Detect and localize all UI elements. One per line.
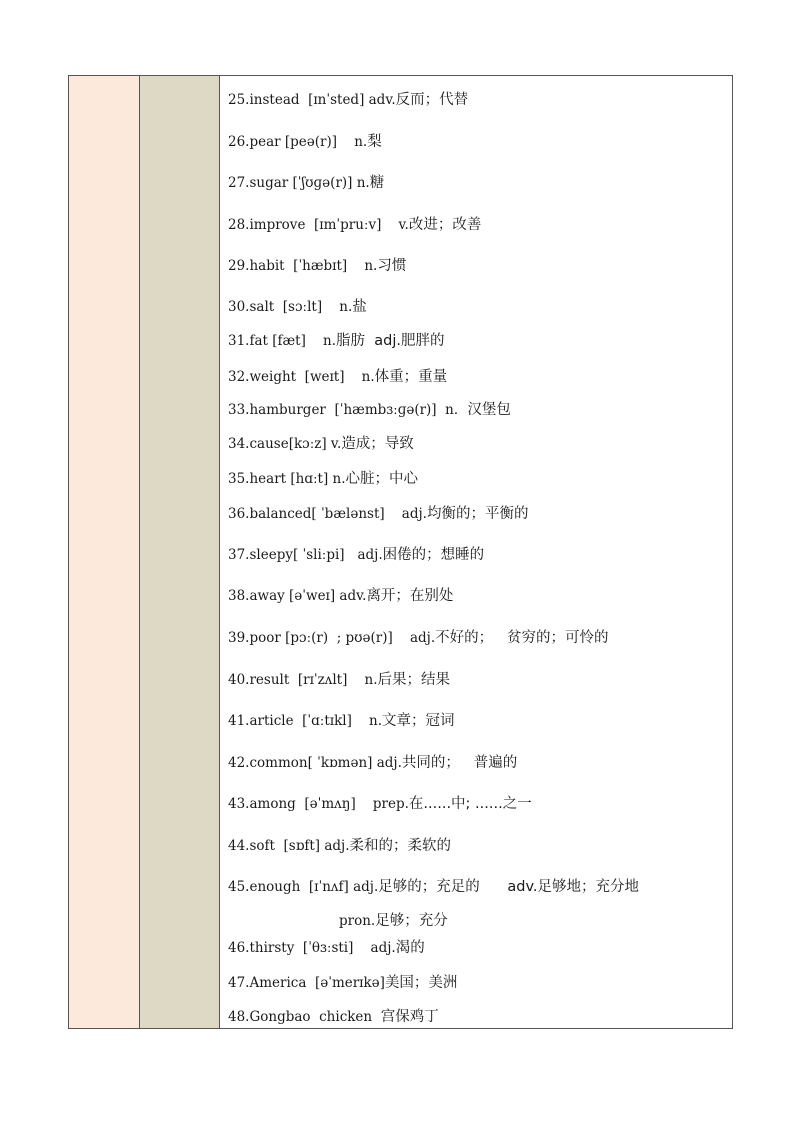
vocab-entry: 38.away [əˈweɪ] adv.离开；在别处 [228, 588, 454, 604]
vocab-entry: 32.weight [weɪt] n.体重；重量 [228, 369, 448, 385]
vocab-entry: 48.Gongbao chicken 宫保鸡丁 [228, 1009, 439, 1025]
vocab-entry: 44.soft [sɒft] adj.柔和的；柔软的 [228, 838, 452, 854]
vocab-entry: 27.sugar [ˈʃʊɡə(r)] n.糖 [228, 175, 385, 191]
vocab-entry: 41.article [ˈɑːtɪkl] n.文章；冠词 [228, 713, 455, 729]
vocab-entry-continuation: pron.足够；充分 [339, 913, 448, 929]
vocab-entry: 46.thirsty [ˈθɜːsti] adj.渴的 [228, 940, 425, 956]
vocab-entry: 26.pear [peə(r)] n.梨 [228, 134, 382, 150]
vocab-entry: 39.poor [pɔː(r) ; pʊə(r)] adj.不好的； 贫穷的；可怜的 [228, 630, 609, 646]
vocab-entry: 45.enough [ɪˈnʌf] adj.足够的；充足的 adv.足够地；充分地 [228, 879, 640, 895]
vocab-entry: 37.sleepy[ ˈsliːpi] adj.困倦的；想睡的 [228, 547, 485, 563]
table-column-content [220, 76, 732, 1028]
vocab-entry: 30.salt [sɔːlt] n.盐 [228, 299, 367, 315]
vocabulary-table [68, 75, 733, 1029]
vocab-entry: 28.improve [ɪmˈpruːv] v.改进；改善 [228, 217, 482, 233]
vocab-entry: 34.cause[kɔːz] v.造成；导致 [228, 436, 414, 452]
table-column-middle [140, 76, 220, 1028]
vocab-entry: 31.fat [fæt] n.脂肪 adj.肥胖的 [228, 333, 445, 349]
vocab-entry: 40.result [rɪˈzʌlt] n.后果；结果 [228, 672, 451, 688]
vocab-entry: 35.heart [hɑːt] n.心脏；中心 [228, 471, 418, 487]
table-column-left [69, 76, 140, 1028]
vocab-entry: 47.America [əˈmerɪkə]美国；美洲 [228, 975, 458, 991]
vocab-entry: 33.hamburger [ˈhæmbɜːɡə(r)] n．汉堡包 [228, 402, 511, 418]
vocab-entry: 25.instead [ɪnˈsted] adv.反而；代替 [228, 92, 469, 108]
vocab-entry: 42.common[ ˈkɒmən] adj.共同的； 普遍的 [228, 755, 518, 771]
vocab-entry: 36.balanced[ ˈbælənst] adj.均衡的；平衡的 [228, 506, 529, 522]
vocab-entry: 43.among [əˈmʌŋ] prep.在......中; ......之一 [228, 796, 532, 812]
vocab-entry: 29.habit [ˈhæbɪt] n.习惯 [228, 258, 407, 274]
